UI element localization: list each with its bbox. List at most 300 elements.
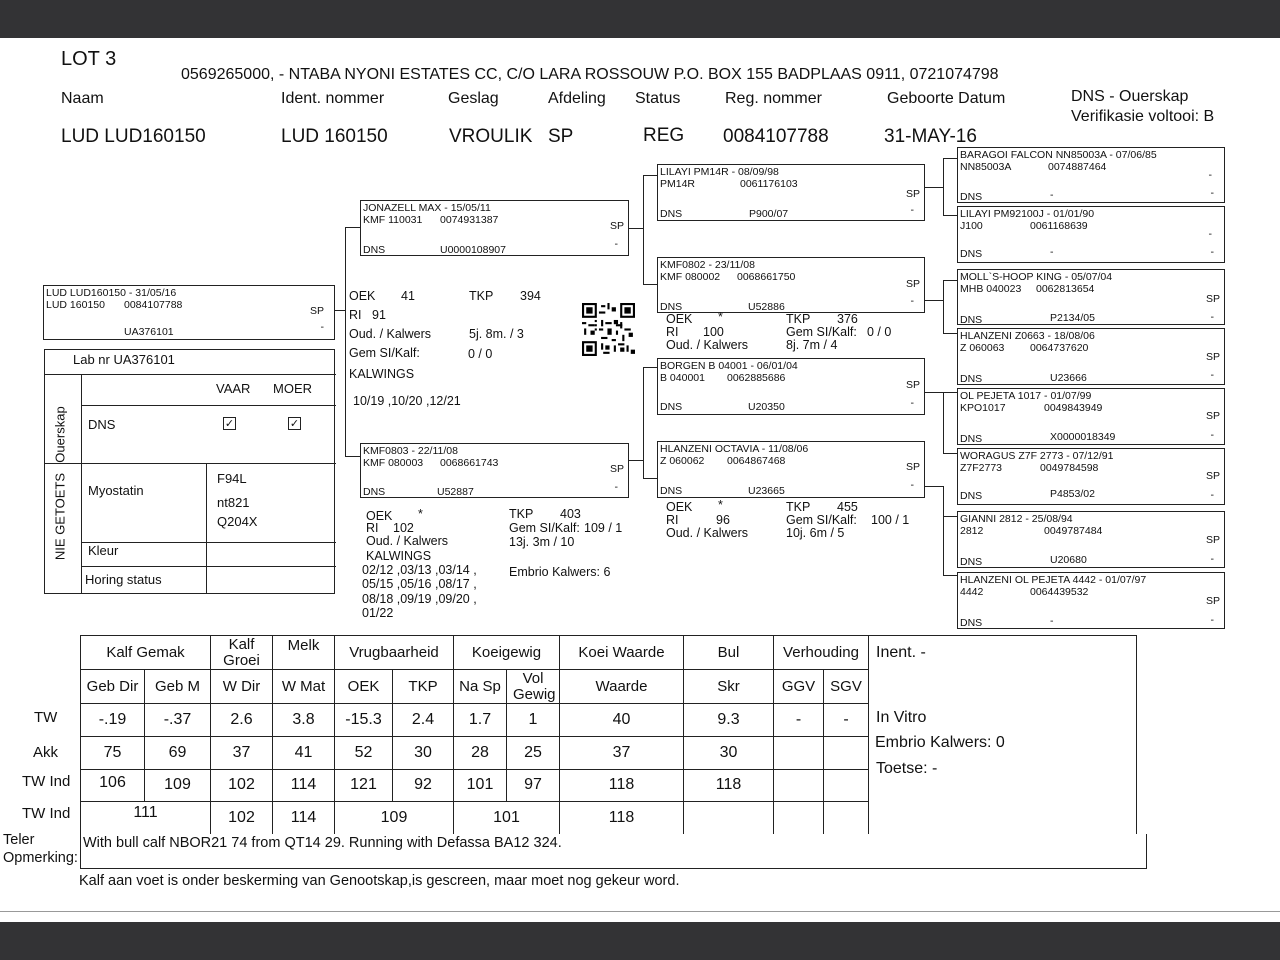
index2-cell: 118 xyxy=(560,802,684,835)
ggp-line1: WORAGUS Z7F 2773 - 07/12/91 xyxy=(960,450,1114,462)
index-cell: 106 xyxy=(81,770,145,802)
index2-cell: 109 xyxy=(335,802,454,835)
index-cell: 92 xyxy=(393,770,454,802)
bottom-rule xyxy=(0,911,1280,912)
dam-info xyxy=(362,509,632,619)
tw-cell: 2.6 xyxy=(211,704,273,737)
ri-value: 96 xyxy=(716,513,730,527)
gp-line5: U52886 xyxy=(748,301,785,313)
tkp-label: TKP xyxy=(509,507,534,521)
oek-value: 41 xyxy=(401,289,415,303)
animal-line4: UA376101 xyxy=(124,326,174,338)
ggp-sp: - xyxy=(1208,228,1212,240)
tw-cell: 1 xyxy=(507,704,560,737)
connector xyxy=(925,486,943,487)
ggp-line2: Z7F2773 xyxy=(960,462,1003,474)
tw-cell: - xyxy=(824,704,869,737)
label-reg: Reg. nommer xyxy=(725,90,822,107)
oud-label: Oud. / Kalwers xyxy=(349,327,431,341)
value-naam: LUD LUD160150 xyxy=(61,126,206,147)
myostatin-value: Q204X xyxy=(217,514,258,529)
animal-line1: LUD LUD160150 - 31/05/16 xyxy=(46,287,177,299)
gp-line3: 0061176103 xyxy=(740,178,798,190)
connector xyxy=(943,453,957,454)
ggp-line1: MOLL`S-HOOP KING - 05/07/04 xyxy=(960,271,1113,283)
index2-cell: 101 xyxy=(454,802,560,835)
connector xyxy=(643,175,644,285)
ggp-line4: DNS xyxy=(960,191,983,203)
lab-panel xyxy=(44,349,335,594)
oek-value: * xyxy=(718,310,723,324)
oud-label: Oud. / Kalwers xyxy=(666,526,748,540)
divider xyxy=(81,374,82,594)
moer-header: MOER xyxy=(273,381,312,396)
akk-cell: 75 xyxy=(81,737,145,770)
ggp-line3: 0062813654 xyxy=(1036,283,1095,295)
col-header: W Mat xyxy=(273,670,335,704)
nie-getoets-label: NIE GETOETS xyxy=(52,472,68,561)
divider xyxy=(45,463,336,464)
connector xyxy=(643,175,657,176)
oek-label: OEK xyxy=(666,312,693,326)
group-header: Kalf Gemak xyxy=(81,636,211,670)
divider xyxy=(81,566,336,567)
ggp-line4: DNS xyxy=(960,490,983,502)
tw-cell: -.19 xyxy=(81,704,145,737)
divider xyxy=(206,463,207,594)
label-status: Status xyxy=(635,90,681,107)
col-header: Geb Dir xyxy=(81,670,145,704)
ouerskap-label: Ouerskap xyxy=(52,406,68,463)
remark-text: With bull calf NBOR21 74 from QT14 29. Running with Defassa BA12 324. xyxy=(83,835,562,851)
connector xyxy=(925,187,943,188)
sire-box xyxy=(360,200,629,256)
ggp-line4: DNS xyxy=(960,248,983,260)
sire-line3: 0074931387 xyxy=(440,214,499,226)
kalwings-line: 08/18 ,09/19 ,09/20 , xyxy=(362,592,477,606)
kalwings-line: 05/15 ,05/16 ,08/17 , xyxy=(362,577,477,591)
animal-dash: - xyxy=(320,321,324,333)
index-cell xyxy=(824,770,869,802)
akk-cell: 28 xyxy=(454,737,507,770)
group-header xyxy=(211,636,273,670)
grandparent-info xyxy=(666,312,916,354)
gp-dash: - xyxy=(910,204,914,216)
gp-line2: PM14R xyxy=(660,178,696,190)
oek-label: OEK xyxy=(349,289,376,303)
row-label-twind: TW Ind xyxy=(22,773,71,790)
index-cell: 118 xyxy=(560,770,684,802)
gp-line4: DNS xyxy=(660,208,683,220)
connector xyxy=(643,478,657,479)
gp-dash: - xyxy=(910,479,914,491)
ggp-sp: SP xyxy=(1205,470,1220,482)
connector xyxy=(925,392,943,393)
gp-line4: DNS xyxy=(660,485,683,497)
great-grandparent-box xyxy=(957,448,1225,505)
oek-label: OEK xyxy=(366,509,393,523)
tw-cell: -.37 xyxy=(145,704,211,737)
sire-line2: KMF 110031 xyxy=(363,214,423,226)
akk-cell: 41 xyxy=(273,737,335,770)
ggp-line3: 0049787484 xyxy=(1044,525,1103,537)
oud-value: 8j. 7m / 4 xyxy=(786,338,838,352)
tw-cell: 3.8 xyxy=(273,704,335,737)
tkp-value: 394 xyxy=(520,289,541,303)
connector xyxy=(345,456,360,457)
connector xyxy=(643,367,644,479)
animal-line2: LUD 160150 xyxy=(46,299,105,311)
connector xyxy=(335,310,345,311)
great-grandparent-box xyxy=(957,147,1225,203)
connector xyxy=(943,516,957,517)
connector xyxy=(943,392,957,393)
col-header: Geb M xyxy=(145,670,211,704)
value-ident: LUD 160150 xyxy=(281,126,388,147)
gem-label: Gem SI/Kalf: xyxy=(786,325,857,339)
gp-line4: DNS xyxy=(660,401,683,413)
row-label-twind2: TW Ind xyxy=(22,805,71,822)
sire-line1: JONAZELL MAX - 15/05/11 xyxy=(363,202,491,214)
value-geboorte: 31-MAY-16 xyxy=(884,126,977,147)
tkp-label: TKP xyxy=(469,289,494,303)
oud-label: Oud. / Kalwers xyxy=(366,534,448,548)
sire-dash: - xyxy=(614,238,618,250)
dam-box xyxy=(360,443,629,498)
sire-sp: SP xyxy=(609,220,624,232)
myostatin-label: Myostatin xyxy=(88,483,144,498)
connector xyxy=(943,158,957,159)
index-cell: 114 xyxy=(273,770,335,802)
connector xyxy=(943,280,944,334)
qr-code xyxy=(582,303,635,356)
oud-value: 13j. 3m / 10 xyxy=(509,535,575,549)
gem-value: 109 / 1 xyxy=(584,521,623,535)
dns-label: DNS xyxy=(88,417,116,432)
label-geboorte: Geboorte Datum xyxy=(887,90,1006,107)
ggp-line2: Z 060063 xyxy=(960,342,1005,354)
great-grandparent-box xyxy=(957,572,1225,629)
ebv-table xyxy=(80,635,1137,835)
oek-value: * xyxy=(718,498,723,512)
ggp-dash: - xyxy=(1210,187,1214,199)
ggp-sp: - xyxy=(1208,169,1212,181)
animal-box xyxy=(43,285,335,340)
oek-value: * xyxy=(418,507,423,521)
index-cell: 118 xyxy=(684,770,774,802)
embrio-kalwers: Embrio Kalwers: 0 xyxy=(875,734,1005,751)
index2-cell: 114 xyxy=(273,802,335,835)
ggp-line3: 0049843949 xyxy=(1044,402,1103,414)
ggp-sp: SP xyxy=(1205,293,1220,305)
toetse: Toetse: - xyxy=(876,760,938,777)
gp-line5: U23665 xyxy=(748,485,785,497)
dam-line5: U52887 xyxy=(437,486,474,498)
oud-value: 10j. 6m / 5 xyxy=(786,526,845,540)
ggp-line5: P2134/05 xyxy=(1050,312,1095,324)
vaar-check-icon xyxy=(223,417,236,430)
owner-line: 0569265000, - NTABA NYONI ESTATES CC, C/O LARA ROSSOUW P.O. BOX 155 BADPLAAS 0911, 0721074798 xyxy=(181,66,999,83)
grandparent-box xyxy=(657,257,925,313)
grandparent-box xyxy=(657,358,925,415)
tw-cell: -15.3 xyxy=(335,704,393,737)
dns-ouerskap: DNS - Ouerskap xyxy=(1071,88,1189,105)
kalwings-value: 10/19 ,10/20 ,12/21 xyxy=(353,394,461,408)
index2-cell: 111 xyxy=(81,802,211,835)
label-geslag: Geslag xyxy=(448,90,499,107)
tw-cell: - xyxy=(774,704,824,737)
dam-line1: KMF0803 - 22/11/08 xyxy=(363,445,458,457)
ri-label: RI xyxy=(366,521,379,535)
gem-value: 0 / 0 xyxy=(867,325,892,339)
gp-line2: B 040001 xyxy=(660,372,705,384)
label-afdeling: Afdeling xyxy=(548,90,606,107)
connector xyxy=(943,280,957,281)
dam-sp: SP xyxy=(609,463,624,475)
kalwings-line: 02/12 ,03/13 ,03/14 , xyxy=(362,563,477,577)
gp-line2: Z 060062 xyxy=(660,455,705,467)
top-bar xyxy=(0,0,1280,38)
label-naam: Naam xyxy=(61,90,104,107)
great-grandparent-box xyxy=(957,328,1225,385)
ggp-line3: 0074887464 xyxy=(1048,161,1107,173)
connector xyxy=(345,227,346,457)
great-grandparent-box xyxy=(957,269,1225,325)
dam-line4: DNS xyxy=(363,486,386,498)
sire-line4: DNS xyxy=(363,244,386,256)
index-cell: 101 xyxy=(454,770,507,802)
index-cell: 109 xyxy=(145,770,211,802)
gem-label: Gem SI/Kalf: xyxy=(349,346,420,360)
ggp-line1: HLANZENI OL PEJETA 4442 - 01/07/97 xyxy=(960,574,1147,586)
group-header: Verhouding xyxy=(774,636,869,670)
oud-value: 5j. 8m. / 3 xyxy=(469,327,524,341)
gp-line5: U20350 xyxy=(748,401,785,413)
gp-dash: - xyxy=(910,295,914,307)
tkp-value: 403 xyxy=(560,507,581,521)
col-header: GGV xyxy=(774,670,824,704)
gp-line5: P900/07 xyxy=(749,208,789,220)
ggp-line2: KPO1017 xyxy=(960,402,1006,414)
ggp-line1: GIANNI 2812 - 25/08/94 xyxy=(960,513,1073,525)
ggp-line2: 4442 xyxy=(960,586,984,598)
value-afdeling: SP xyxy=(548,126,574,147)
dam-line3: 0068661743 xyxy=(440,457,499,469)
gp-line1: LILAYI PM14R - 08/09/98 xyxy=(660,166,779,178)
ggp-line3: 0049784598 xyxy=(1040,462,1099,474)
ggp-line5: - xyxy=(1050,189,1054,201)
col-header: W Dir xyxy=(211,670,273,704)
gp-dash: - xyxy=(910,397,914,409)
akk-cell: 69 xyxy=(145,737,211,770)
connector xyxy=(943,215,957,216)
inent: Inent. - xyxy=(876,644,926,661)
tw-cell: 2.4 xyxy=(393,704,454,737)
ggp-line3: 0061168639 xyxy=(1030,220,1088,232)
myostatin-value: F94L xyxy=(217,471,247,486)
sire-info xyxy=(349,289,579,419)
connector xyxy=(925,300,943,301)
teler-label: Teler xyxy=(3,832,35,848)
col-header: OEK xyxy=(335,670,393,704)
ri-value: 102 xyxy=(393,521,414,535)
sire-line5: U0000108907 xyxy=(440,244,506,256)
embrio-kalwers: Embrio Kalwers: 6 xyxy=(509,565,611,579)
connector xyxy=(943,158,944,216)
ggp-line2: J100 xyxy=(960,220,983,232)
grandparent-info xyxy=(666,500,926,542)
group-header-text: Kalf Groei xyxy=(223,635,260,669)
ggp-line3: 0064439532 xyxy=(1030,586,1089,598)
lot-title: LOT 3 xyxy=(61,48,117,70)
ggp-dash: - xyxy=(1210,553,1214,565)
gp-line4: DNS xyxy=(660,301,683,313)
gp-sp: SP xyxy=(905,461,920,473)
in-vitro: In Vitro xyxy=(876,709,927,726)
akk-cell: 52 xyxy=(335,737,393,770)
index-cell: 102 xyxy=(211,770,273,802)
connector xyxy=(943,486,944,576)
animal-sp: SP xyxy=(309,305,324,317)
opmerking-label: Opmerking: xyxy=(3,850,78,866)
ggp-line4: DNS xyxy=(960,617,983,629)
animal-line3: 0084107788 xyxy=(124,299,183,311)
row-label-akk: Akk xyxy=(33,744,59,761)
kalwings-label: KALWINGS xyxy=(349,367,415,381)
group-header: Vrugbaarheid xyxy=(335,636,454,670)
ggp-line1: HLANZENI Z0663 - 18/08/06 xyxy=(960,330,1095,342)
connector xyxy=(943,333,957,334)
ggp-dash: - xyxy=(1210,369,1214,381)
ggp-line3: 0064737620 xyxy=(1030,342,1089,354)
great-grandparent-box xyxy=(957,206,1225,263)
index-cell xyxy=(774,770,824,802)
ggp-line1: LILAYI PM92100J - 01/01/90 xyxy=(960,208,1095,220)
oek-label: OEK xyxy=(666,500,693,514)
akk-cell: 30 xyxy=(684,737,774,770)
ggp-dash: - xyxy=(1210,246,1214,258)
ggp-line4: DNS xyxy=(960,373,983,385)
akk-cell: 30 xyxy=(393,737,454,770)
great-grandparent-box xyxy=(957,388,1225,445)
ggp-sp: SP xyxy=(1205,410,1220,422)
connector xyxy=(629,460,643,461)
col-header: Skr xyxy=(684,670,774,704)
gp-line1: HLANZENI OCTAVIA - 11/08/06 xyxy=(660,443,809,455)
index2-cell xyxy=(684,802,774,835)
col-header: Waarde xyxy=(560,670,684,704)
connector xyxy=(943,575,957,576)
akk-cell xyxy=(824,737,869,770)
index2-cell: 102 xyxy=(211,802,273,835)
gem-label: Gem SI/Kalf: xyxy=(509,521,580,535)
connector xyxy=(643,284,657,285)
ggp-dash: - xyxy=(1210,429,1214,441)
great-grandparent-box xyxy=(957,511,1225,568)
ggp-dash: - xyxy=(1210,614,1214,626)
myostatin-value: nt821 xyxy=(217,495,250,510)
ggp-dash: - xyxy=(1210,489,1214,501)
ri-value: 100 xyxy=(703,325,724,339)
gp-line3: 0062885686 xyxy=(727,372,786,384)
ggp-sp: SP xyxy=(1205,595,1220,607)
col-header: Na Sp xyxy=(454,670,507,704)
ggp-dash: - xyxy=(1210,311,1214,323)
footer-note: Kalf aan voet is onder beskerming van Genootskap,is gescreen, maar moet nog gekeur word. xyxy=(79,873,680,889)
kleur-label: Kleur xyxy=(88,543,119,558)
vaar-header: VAAR xyxy=(216,381,251,396)
value-reg: 0084107788 xyxy=(723,126,829,147)
value-geslag: VROULIK xyxy=(449,126,533,147)
group-header: Bul xyxy=(684,636,774,670)
gp-sp: SP xyxy=(905,188,920,200)
col-header: TKP xyxy=(393,670,454,704)
grandparent-box xyxy=(657,164,925,221)
connector xyxy=(943,392,944,454)
group-header: Koeigewig xyxy=(454,636,560,670)
gp-line1: BORGEN B 04001 - 06/01/04 xyxy=(660,360,798,372)
divider xyxy=(81,542,336,543)
moer-check-icon xyxy=(288,417,301,430)
ggp-line5: X0000018349 xyxy=(1050,431,1116,443)
value-status: REG xyxy=(643,125,685,146)
tw-cell: 1.7 xyxy=(454,704,507,737)
connector xyxy=(345,227,360,228)
akk-cell: 37 xyxy=(211,737,273,770)
oud-label: Oud. / Kalwers xyxy=(666,338,748,352)
bottom-bar xyxy=(0,922,1280,960)
check-mark: ✓ xyxy=(224,418,235,430)
check-mark: ✓ xyxy=(289,418,300,430)
tkp-value: 376 xyxy=(837,312,858,326)
gem-value: 0 / 0 xyxy=(468,347,493,361)
index-cell: 97 xyxy=(507,770,560,802)
gp-sp: SP xyxy=(905,278,920,290)
ggp-line5: P4853/02 xyxy=(1050,488,1095,500)
gp-line1: KMF0802 - 23/11/08 xyxy=(660,259,755,271)
ggp-line5: U20680 xyxy=(1050,554,1087,566)
tw-cell: 9.3 xyxy=(684,704,774,737)
ri-value: 91 xyxy=(372,308,386,322)
ggp-line1: BARAGOI FALCON NN85003A - 07/06/85 xyxy=(960,149,1157,161)
index2-cell xyxy=(824,802,869,835)
ri-label: RI xyxy=(666,513,679,527)
ggp-line1: OL PEJETA 1017 - 01/07/99 xyxy=(960,390,1092,402)
ggp-line2: NN85003A xyxy=(960,161,1012,173)
kalwings-line: 01/22 xyxy=(362,606,394,620)
ggp-line5: - xyxy=(1050,246,1054,258)
akk-cell xyxy=(774,737,824,770)
divider xyxy=(45,374,336,375)
tkp-label: TKP xyxy=(786,500,811,514)
connector xyxy=(629,228,643,229)
gem-value: 100 / 1 xyxy=(871,513,910,527)
gp-line2: KMF 080002 xyxy=(660,271,721,283)
ggp-line4: DNS xyxy=(960,433,983,445)
ggp-line4: DNS xyxy=(960,556,983,568)
col-header: SGV xyxy=(824,670,869,704)
row-label-tw: TW xyxy=(34,709,58,726)
tkp-value: 455 xyxy=(837,500,858,514)
side-panel xyxy=(869,636,1137,835)
col-header-text: Vol Gewig xyxy=(513,669,556,703)
ri-label: RI xyxy=(666,325,679,339)
group-header: Melk xyxy=(273,636,335,670)
connector xyxy=(643,367,657,368)
grandparent-box xyxy=(657,441,925,498)
remark-box xyxy=(80,834,1147,869)
group-header: Koei Waarde xyxy=(560,636,684,670)
